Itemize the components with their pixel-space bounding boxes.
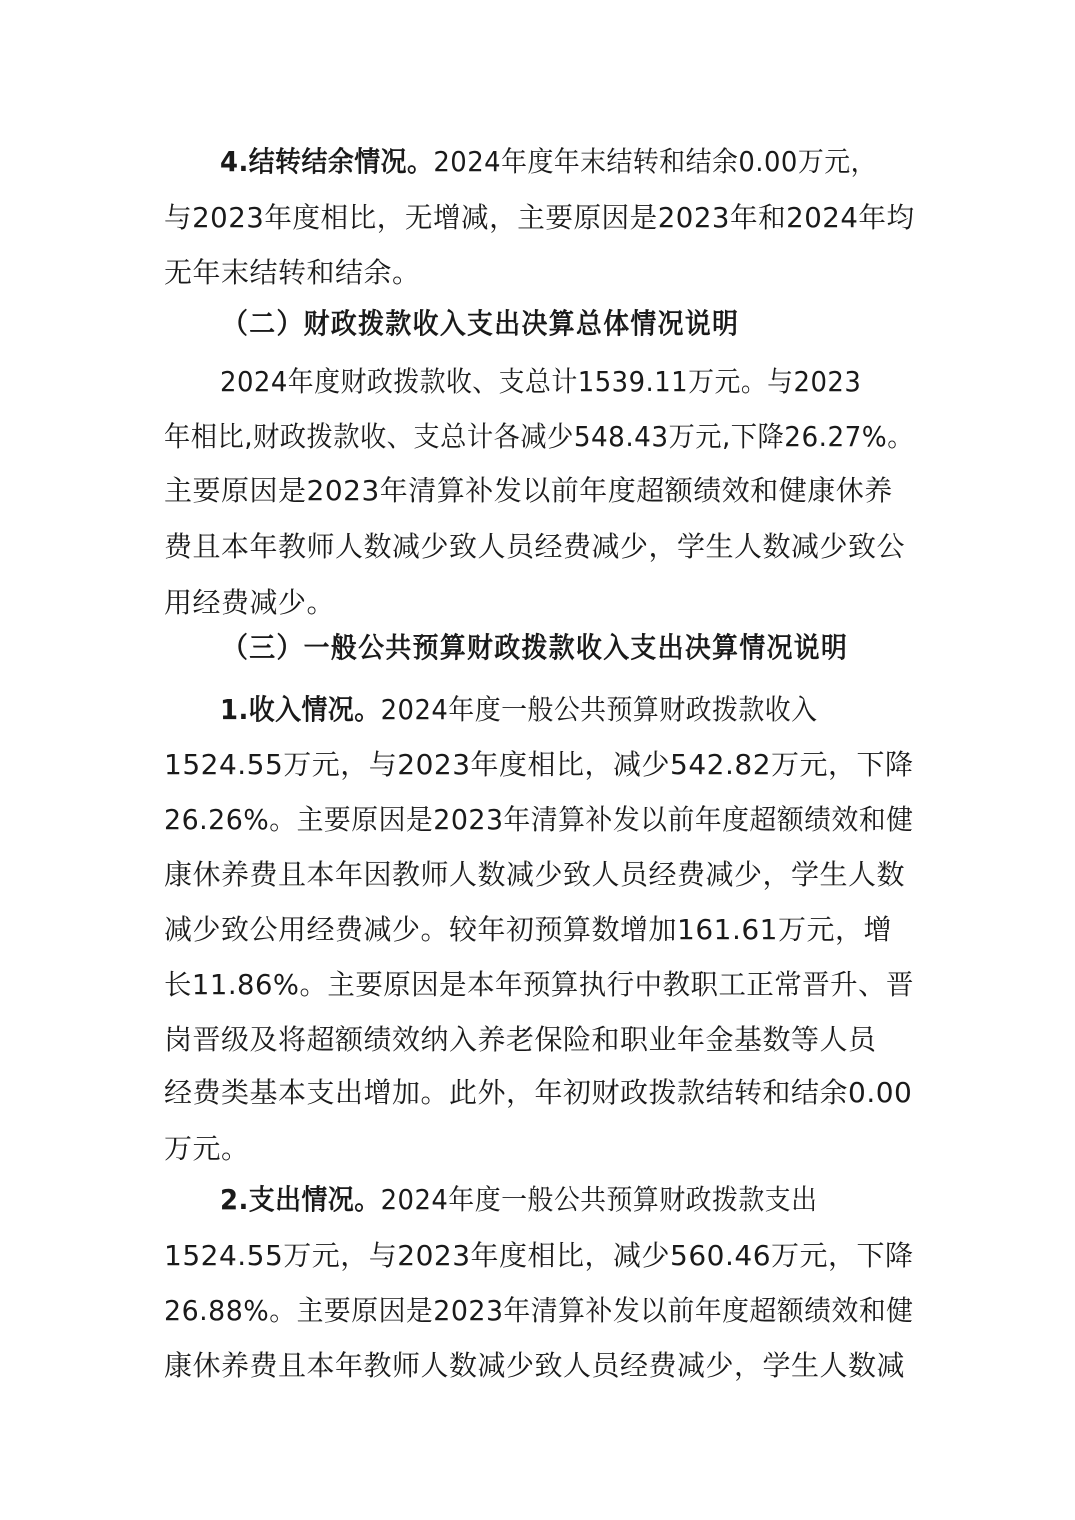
paragraph-text: 2024年度一般公共预算财政拨款收入 (380, 693, 818, 726)
item-lead: 4.结转结余情况。 (220, 145, 434, 178)
paragraph-line: 1524.55万元，与2023年度相比，减少542.82万元，下降 (164, 748, 914, 781)
paragraph-line: 主要原因是2023年清算补发以前年度超额绩效和健康休养 (164, 474, 893, 507)
paragraph-line: 年相比,财政拨款收、支总计各减少548.43万元,下降26.27%。 (164, 420, 914, 453)
paragraph-text: 2024年度一般公共预算财政拨款支出 (380, 1183, 818, 1216)
paragraph-line: 长11.86%。主要原因是本年预算执行中教职工正常晋升、晋 (164, 968, 914, 1001)
paragraph-line: 26.88%。主要原因是2023年清算补发以前年度超额绩效和健 (164, 1294, 914, 1327)
paragraph-line: 无年末结转和结余。 (164, 256, 421, 289)
paragraph-line: 用经费减少。 (164, 586, 336, 619)
paragraph-line (220, 142, 914, 182)
paragraph-line (220, 1180, 914, 1220)
paragraph-line: 经费类基本支出增加。此外，年初财政拨款结转和结余0.00 (164, 1076, 913, 1109)
paragraph-line: 与2023年度相比，无增减，主要原因是2023年和2024年均 (164, 201, 915, 234)
item-lead: 2.支出情况。 (220, 1183, 381, 1216)
paragraph-text: 2024年度年末结转和结余0.00万元， (433, 145, 877, 178)
paragraph-line: 康休养费且本年因教师人数减少致人员经费减少，学生人数 (164, 858, 906, 891)
paragraph-line: 26.26%。主要原因是2023年清算补发以前年度超额绩效和健 (164, 803, 914, 836)
section-heading: （二）财政拨款收入支出决算总体情况说明 (222, 307, 740, 340)
paragraph-line: 岗晋级及将超额绩效纳入养老保险和职业年金基数等人员 (164, 1023, 877, 1056)
paragraph-line: 减少致公用经费减少。较年初预算数增加161.61万元，增 (164, 913, 892, 946)
paragraph-line: 万元。 (164, 1132, 250, 1165)
paragraph-line (220, 690, 914, 730)
paragraph-line: 康休养费且本年教师人数减少致人员经费减少，学生人数减 (164, 1349, 906, 1382)
paragraph-line: 1524.55万元，与2023年度相比，减少560.46万元，下降 (164, 1239, 914, 1272)
section-heading: （三）一般公共预算财政拨款收入支出决算情况说明 (222, 631, 849, 664)
paragraph-line: 2024年度财政拨款收、支总计1539.11万元。与2023 (220, 365, 862, 398)
item-lead: 1.收入情况。 (220, 693, 381, 726)
paragraph-line: 费且本年教师人数减少致人员经费减少，学生人数减少致公 (164, 530, 906, 563)
